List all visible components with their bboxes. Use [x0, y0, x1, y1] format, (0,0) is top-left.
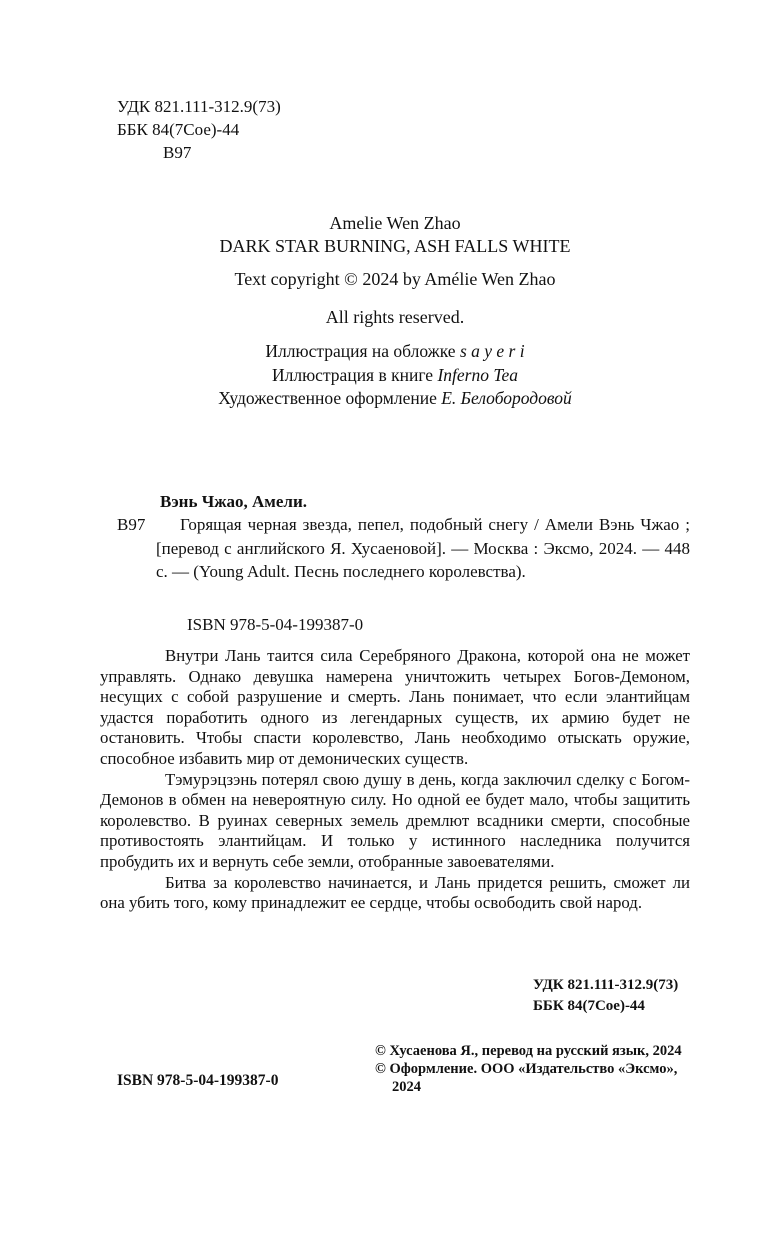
catalog-entry-text: Горящая черная звезда, пепел, подобный снегу / Амели Вэнь Чжао ; [перевод с английского Я. Хусаеновой]. — Москва : Эксмо, 2024. — 448 с. — (Young Adult. Песнь последнего королевства). [156, 515, 690, 581]
rights-reserved-line: All rights reserved. [325, 307, 465, 327]
footer-isbn: ISBN 978-5-04-199387-0 [117, 1072, 279, 1089]
cover-credit-name: s a y e r i [459, 341, 525, 361]
catalog-isbn-line: ISBN 978-5-04-199387-0 [187, 615, 364, 634]
annotation-block [100, 646, 690, 914]
footer-catalog-codes [533, 975, 678, 1017]
interior-credit-name: Inferno Tea [437, 364, 518, 385]
original-title-line: DARK STAR BURNING, ASH FALLS WHITE [219, 236, 571, 256]
text-copyright-line: Text copyright © 2024 by Amélie Wen Zhao [234, 269, 556, 289]
translation-copyright-line: © Хусаенова Я., перевод на русский язык, 2024 [375, 1043, 682, 1059]
interior-credit-label: Иллюстрация в книге [272, 364, 438, 385]
catalog-author-heading: Вэнь Чжао, Амели. [160, 492, 308, 511]
design-credit-label: Художественное оформление [218, 388, 442, 408]
author-line: Amelie Wen Zhao [329, 213, 461, 233]
catalog-entry-block [100, 513, 690, 584]
udk-line: УДК 821.111-312.9(73) [117, 97, 281, 116]
catalog-code: В97 [117, 515, 146, 534]
interior-credit-line [100, 364, 690, 388]
annotation-paragraph: Тэмурэцзэнь потерял свою душу в день, когда заключил сделку с Богом-Демонов в обмен на невероятную силу. Но одной ее будет мало, чтобы защитить королевство. В руинах северных земель дремлют всадники смерти, способные противостоять элантийцам. И только у истинного наследника получится пробудить их и вернуть себе земли, отобранные завоевателями. [100, 769, 690, 871]
design-credit-name: Е. Белобородовой [441, 388, 572, 408]
annotation-paragraph: Битва за королевство начинается, и Лань придется решить, сможет ли она убить того, кому принадлежит ее сердце, чтобы освободить свой народ. [100, 872, 690, 913]
title-block [100, 212, 690, 258]
cover-credit-label: Иллюстрация на обложке [265, 341, 460, 361]
design-credit-line [100, 387, 690, 411]
credits-block [100, 340, 690, 411]
footer-copyrights-block [375, 1042, 690, 1096]
annotation-paragraph: Внутри Лань таится сила Серебряного Дракона, которой она не может управлять. Однако девушка намерена уничтожить четырех Богов-Демоном, несущих с собой разрушение и смерть. Лань понимает, что если элантийцам удастся поработить одного из легендарных существ, их армию будет не остановить. Чтобы спасти королевство, Лань необходимо отыскать оружие, способное избавить мир от демонических существ. [100, 646, 690, 768]
design-copyright-line: © Оформление. ООО «Издательство «Эксмо», 2024 [375, 1061, 678, 1095]
footer-udk-line: УДК 821.111-312.9(73) [533, 977, 679, 993]
footer-bbk-line: ББК 84(7Сое)-44 [533, 998, 645, 1014]
top-catalog-codes [117, 95, 281, 164]
bbk-line: ББК 84(7Сое)-44 [117, 120, 240, 139]
book-code-line: В97 [163, 143, 192, 162]
cover-credit-line [100, 340, 690, 364]
